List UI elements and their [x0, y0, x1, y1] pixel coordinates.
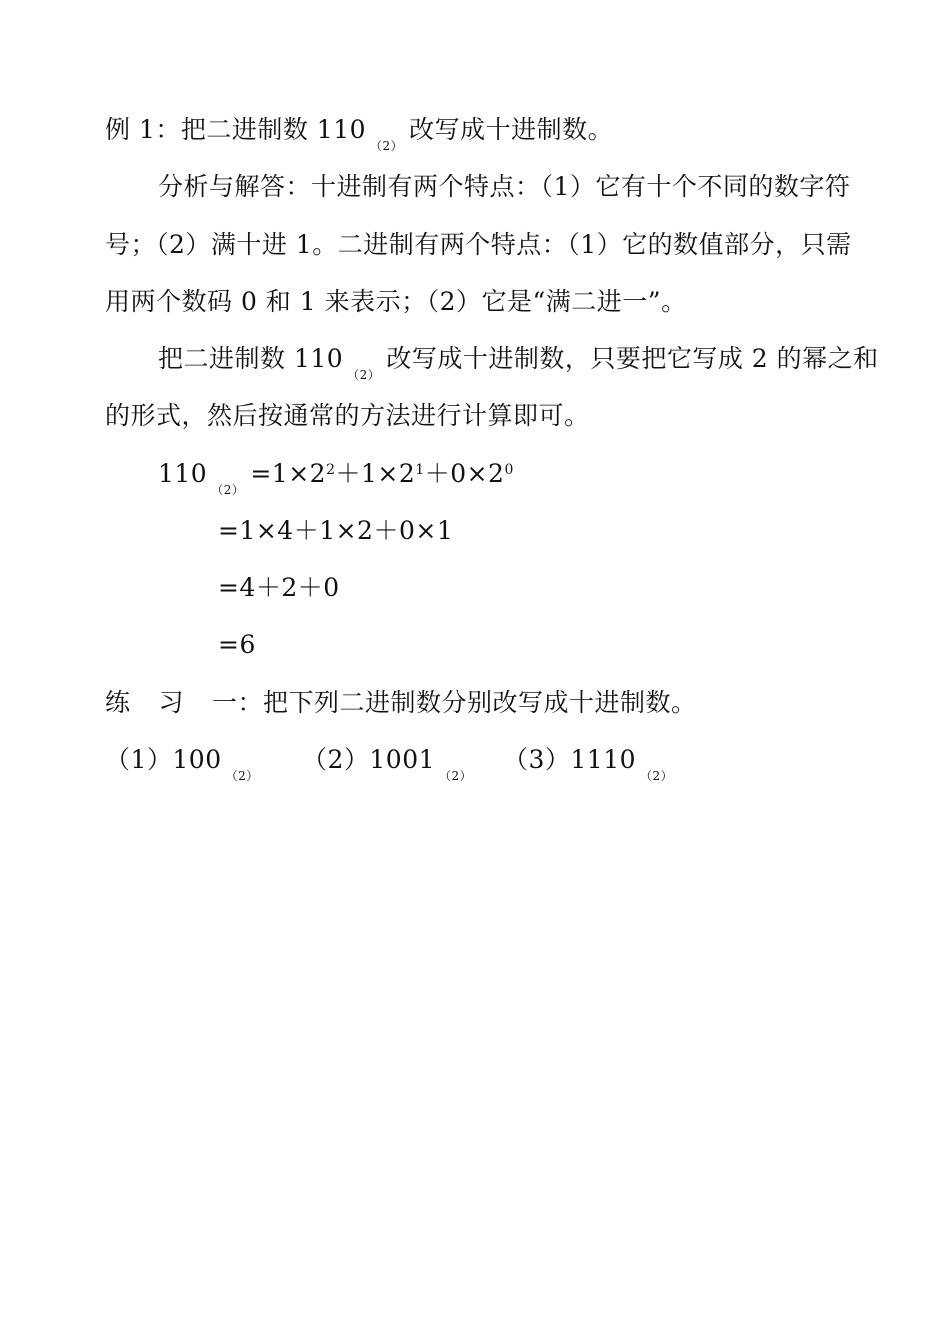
exercise-item-label: （1）100	[105, 745, 222, 774]
base-subscript: （2）	[211, 483, 245, 497]
method-line-1	[158, 344, 879, 382]
exercise-text: ：把下列二进制数分别改写成十进制数。	[237, 688, 697, 717]
calc-lhs: 110	[158, 459, 208, 488]
example-label: 例 1：	[105, 115, 181, 144]
exponent: 2	[326, 462, 336, 478]
method-line-2: 的形式，然后按通常的方法进行计算即可。	[105, 401, 590, 430]
base-subscript: （2）	[370, 139, 404, 153]
calc-step-4: =6	[218, 630, 256, 659]
exercise-heading	[105, 688, 697, 718]
calc-term: =1×2	[250, 459, 327, 488]
method-text-2: 改写成十进制数，只要把它写成 2 的幂之和	[386, 344, 879, 373]
example-heading	[105, 115, 614, 153]
exponent: 0	[504, 462, 514, 478]
base-subscript: （2）	[439, 769, 473, 783]
method-text: 把二进制数 110	[158, 344, 344, 373]
exercise-item	[503, 745, 679, 783]
base-subscript: （2）	[225, 769, 259, 783]
exercise-char: 一	[212, 688, 238, 717]
example-text-2: 改写成十进制数。	[409, 115, 614, 144]
calc-step-3: =4＋2＋0	[218, 573, 340, 602]
analysis-line-2: 号；（2）满十进 1。二进制有两个特点：（1）它的数值部分，只需	[105, 230, 852, 259]
analysis-line-1: 分析与解答：十进制有两个特点：（1）它有十个不同的数字符	[158, 172, 851, 201]
calc-step-1	[158, 459, 514, 497]
calc-term: ＋1×2	[335, 459, 416, 488]
exponent: 1	[415, 462, 425, 478]
exercise-item-label: （2）1001	[302, 745, 436, 774]
analysis-line-3: 用两个数码 0 和 1 来表示；（2）它是“满二进一”。	[105, 287, 687, 316]
exercise-items	[105, 745, 805, 785]
example-text: 把二进制数 110	[180, 115, 367, 144]
calc-term: ＋0×2	[424, 459, 505, 488]
calc-step-2: =1×4＋1×2＋0×1	[218, 516, 454, 545]
exercise-char: 习	[158, 688, 185, 717]
exercise-item	[105, 745, 265, 783]
exercise-item	[302, 745, 478, 783]
base-subscript: （2）	[640, 769, 674, 783]
base-subscript: （2）	[347, 368, 381, 382]
exercise-char: 练	[105, 688, 131, 717]
exercise-item-label: （3）1110	[503, 745, 637, 774]
